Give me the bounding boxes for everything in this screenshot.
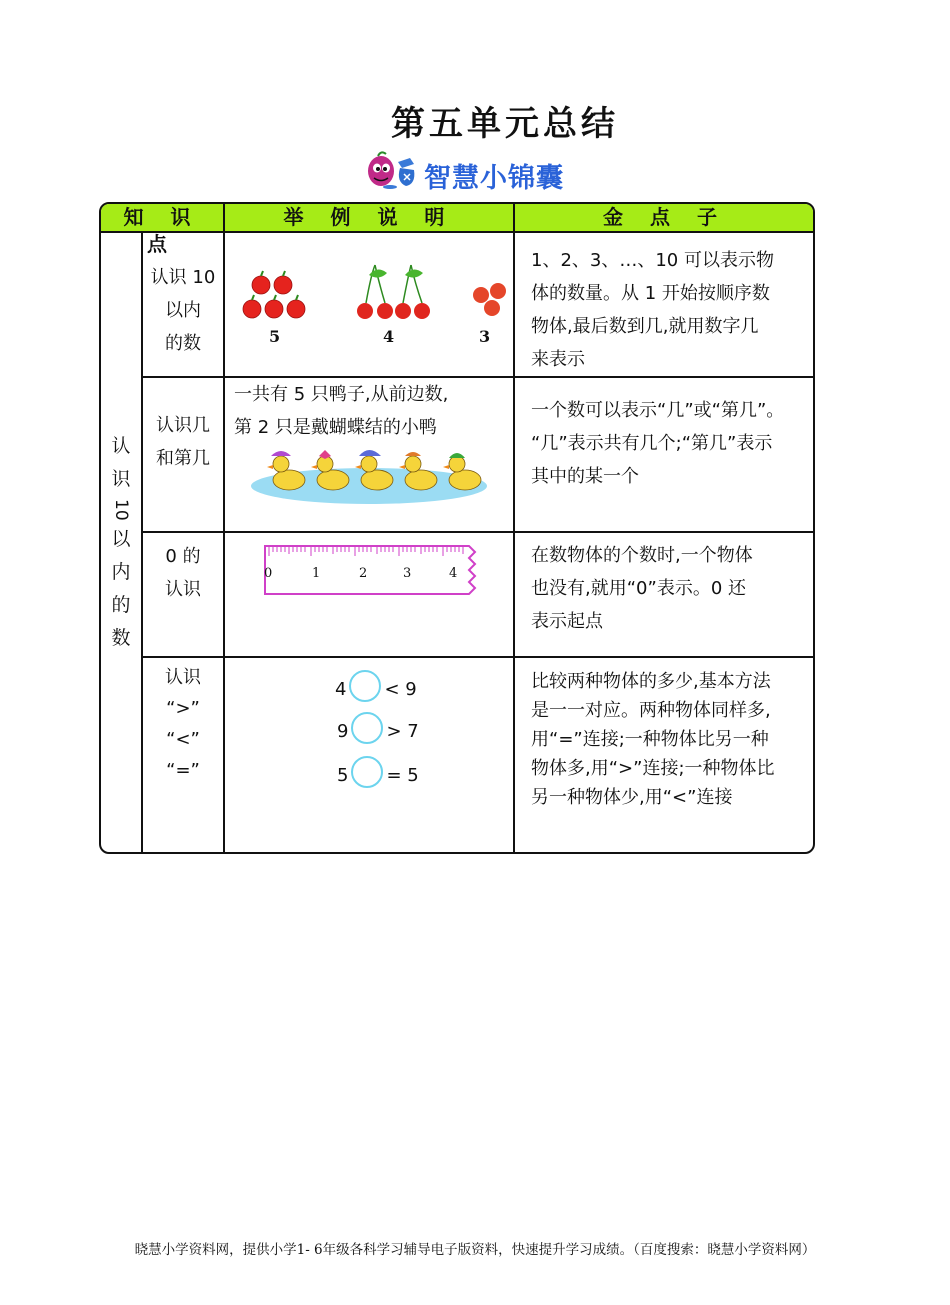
- ruler-tick-label: 4: [449, 566, 458, 581]
- ruler-tick-label: 3: [403, 566, 412, 581]
- tip-line: 比较两种物体的多少,基本方法: [531, 671, 771, 692]
- header-knowledge-point: 知 识 点: [123, 205, 201, 256]
- tip-line: 用“=”连接;一种物体比另一种: [531, 729, 769, 750]
- ruler-tick-label: 2: [359, 566, 368, 581]
- topic-line: 的数: [165, 333, 201, 354]
- footer-note: 晓慧小学资料网，提供小学1- 6年级各科学习辅导电子版资料，快速提升学习成绩。（百度搜索：晓慧小学资料网）: [134, 1242, 816, 1258]
- outer-label-char: 识: [111, 467, 131, 490]
- summary-table: [99, 202, 815, 854]
- tip-line: 物体多,用“>”连接;一种物体比: [531, 758, 775, 779]
- topic-line: 认识几: [156, 415, 210, 436]
- tip-line: 是一一对应。两种物体同样多,: [531, 700, 771, 721]
- example-line: 一共有 5 只鸭子,从前边数,: [234, 384, 449, 405]
- answer-circle[interactable]: [349, 670, 381, 702]
- inequality-left: 5: [337, 765, 349, 786]
- inequality-right: = 5: [386, 765, 419, 786]
- outer-label-number: 10: [111, 498, 131, 521]
- outer-label-char: 认: [111, 434, 131, 457]
- topic-line: 认识: [165, 667, 201, 688]
- outer-category-label: [101, 233, 141, 852]
- tip-line: 来表示: [531, 349, 585, 370]
- mascot-icon: [364, 148, 420, 190]
- topic-cell: [143, 540, 223, 606]
- table-header: [101, 204, 813, 256]
- topic-line: “=”: [166, 760, 200, 781]
- column-divider: [513, 204, 515, 852]
- topic-line: 和第几: [156, 448, 210, 469]
- tip-line: 物体,最后数到几,就用数字几: [531, 316, 759, 337]
- row-divider: [142, 531, 813, 533]
- topic-line: 以内: [165, 300, 201, 321]
- tip-cell: [531, 394, 815, 493]
- tip-line: 表示起点: [531, 611, 603, 632]
- tip-line: 体的数量。从 1 开始按顺序数: [531, 283, 770, 304]
- answer-circle[interactable]: [351, 756, 383, 788]
- tip-line: 在数物体的个数时,一个物体: [531, 545, 753, 566]
- topic-cell: [143, 662, 223, 786]
- tip-cell: [531, 244, 815, 376]
- row-divider: [142, 656, 813, 658]
- tip-line: 一个数可以表示“几”或“第几”。: [531, 400, 785, 421]
- tip-line: 另一种物体少,用“<”连接: [531, 787, 733, 808]
- answer-circle[interactable]: [351, 712, 383, 744]
- ruler-illustration: [263, 544, 483, 596]
- tip-line: 也没有,就用“0”表示。0 还: [531, 578, 746, 599]
- count-label: 4: [383, 327, 395, 346]
- tip-cell: [531, 539, 815, 638]
- topic-line: 0 的: [165, 546, 201, 567]
- ruler-tick-label: 1: [312, 566, 321, 581]
- example-text: [234, 378, 514, 444]
- header-tips: 金 点 子: [603, 205, 727, 229]
- page-title: 第五单元总结: [391, 104, 619, 144]
- tip-cell: [531, 667, 815, 812]
- inequality-left: 9: [337, 721, 349, 742]
- example-line: 第 2 只是戴蝴蝶结的小鸭: [234, 417, 437, 438]
- inequality-row: [337, 760, 419, 792]
- outer-label-char: 数: [111, 627, 131, 650]
- header-example: 举 例 说 明: [283, 205, 455, 229]
- outer-label-char: 以: [111, 528, 131, 551]
- outer-label-char: 的: [111, 594, 131, 617]
- topic-line: “<”: [166, 729, 200, 750]
- tip-line: 其中的某一个: [531, 466, 639, 487]
- outer-label-char: 内: [111, 561, 131, 584]
- ducks-illustration: [249, 444, 489, 506]
- inequality-right: > 7: [386, 721, 419, 742]
- inequality-left: 4: [335, 679, 347, 700]
- fruit-counting-illustration: [225, 233, 513, 376]
- inequality-right: < 9: [384, 679, 417, 700]
- ruler-tick-label: 0: [264, 566, 273, 581]
- topic-line: 认识 10: [150, 267, 216, 288]
- inequality-row: [337, 716, 419, 748]
- inequality-row: [335, 674, 417, 706]
- count-label: 3: [479, 327, 491, 346]
- tip-line: “几”表示共有几个;“第几”表示: [531, 433, 773, 454]
- topic-line: “>”: [166, 698, 200, 719]
- topic-line: 认识: [165, 579, 201, 600]
- topic-cell: [143, 409, 223, 475]
- tip-line: 1、2、3、…、10 可以表示物: [531, 250, 774, 271]
- topic-cell: [143, 261, 223, 360]
- subtitle: 智慧小锦囊: [424, 163, 564, 194]
- count-label: 5: [269, 327, 281, 346]
